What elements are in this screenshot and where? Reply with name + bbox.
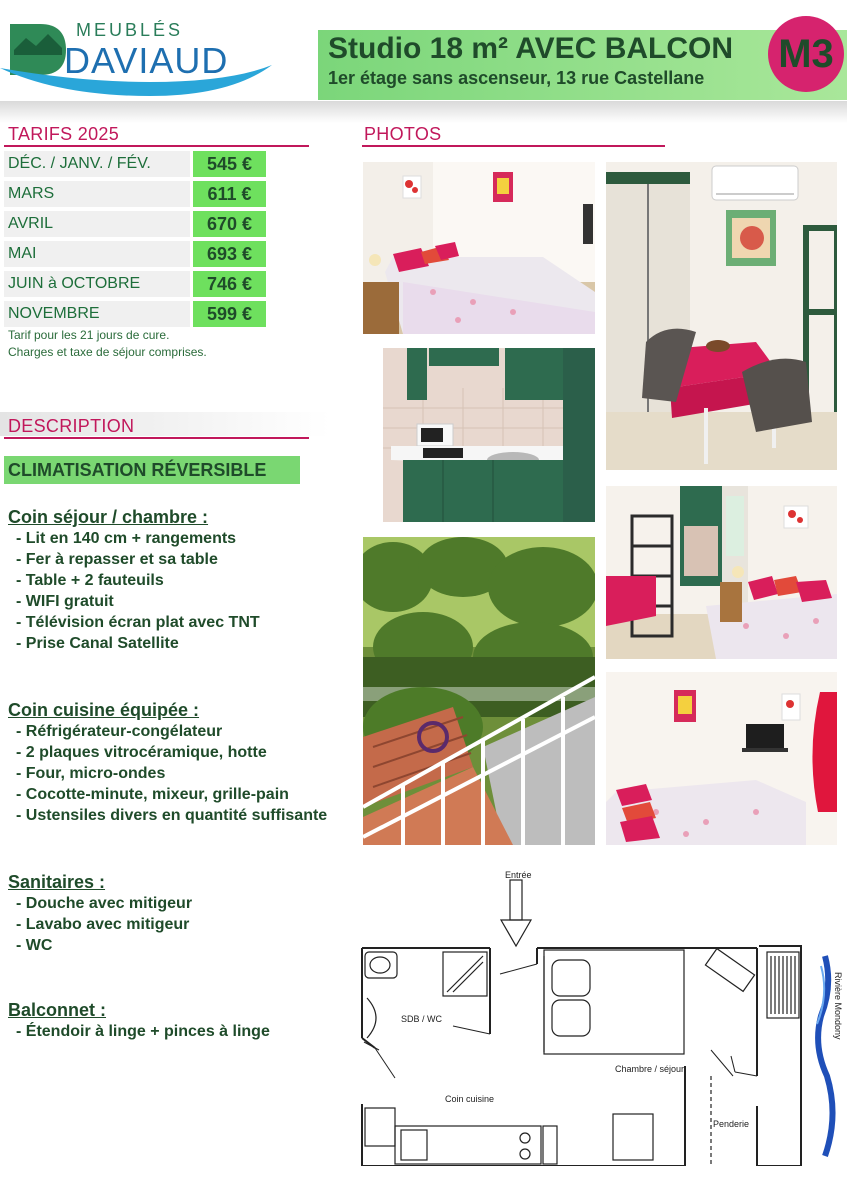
tarif-row <box>4 181 266 207</box>
tarif-period: JUIN à OCTOBRE <box>4 271 190 297</box>
tarif-price: 746 € <box>193 271 266 297</box>
group-title: Coin cuisine équipée : <box>8 700 200 720</box>
tarif-row <box>4 301 266 327</box>
tarif-row <box>4 241 266 267</box>
group-list <box>16 721 327 826</box>
plan-wardrobe-label: Penderie <box>713 1119 750 1129</box>
photo-room-wide <box>606 486 837 659</box>
tarif-price: 611 € <box>193 181 266 207</box>
plan-entry-label: Entrée <box>505 870 532 880</box>
list-item: - Étendoir à linge + pinces à linge <box>16 1023 270 1040</box>
plan-bathroom-label: SDB / WC <box>401 1014 443 1024</box>
list-item: - WC <box>16 937 53 954</box>
tarif-row <box>4 271 266 297</box>
tarif-period: MAI <box>4 241 190 267</box>
photo-kitchen <box>363 348 595 522</box>
tarifs-underline <box>4 145 309 147</box>
tarifs-heading: TARIFS 2025 <box>8 124 120 144</box>
highlight-badge: CLIMATISATION RÉVERSIBLE <box>4 456 300 484</box>
plan-river-label: Rivière Mondony <box>833 972 843 1040</box>
photos-underline <box>362 145 665 147</box>
tarif-period: MARS <box>4 181 190 207</box>
description-underline <box>4 437 309 439</box>
description-heading: DESCRIPTION <box>8 416 135 436</box>
divider-band <box>0 101 847 123</box>
plan-kitchen-label: Coin cuisine <box>445 1094 495 1104</box>
tarif-price: 693 € <box>193 241 266 267</box>
brand-logo <box>0 10 290 100</box>
group-list <box>16 893 192 956</box>
floor-plan <box>355 866 847 1166</box>
tarif-row <box>4 151 266 177</box>
group-list <box>16 528 260 654</box>
list-item: - Réfrigérateur-congélateur <box>16 723 223 740</box>
apartment-badge: M3 <box>768 16 844 92</box>
list-item: - Lavabo avec mitigeur <box>16 916 190 933</box>
group-title: Coin séjour / chambre : <box>8 507 209 527</box>
tarif-note: Charges et taxe de séjour comprises. <box>8 345 207 359</box>
group-title: Balconnet : <box>8 1000 107 1020</box>
tarif-price: 670 € <box>193 211 266 237</box>
list-item: - WIFI gratuit <box>16 593 114 610</box>
list-item: - Prise Canal Satellite <box>16 635 179 652</box>
tarif-period: DÉC. / JANV. / FÉV. <box>4 151 190 177</box>
list-item: - Cocotte-minute, mixeur, grille-pain <box>16 786 289 803</box>
tarif-price: 599 € <box>193 301 266 327</box>
list-item: - 2 plaques vitrocéramique, hotte <box>16 744 267 761</box>
group-list <box>16 1021 270 1042</box>
list-item: - Table + 2 fauteuils <box>16 572 164 589</box>
photo-bedroom <box>363 162 595 334</box>
plan-bedroom-label: Chambre / séjour <box>615 1064 685 1074</box>
photo-balcony-view <box>363 537 595 845</box>
page-title: Studio 18 m² AVEC BALCON <box>328 32 734 65</box>
photo-bed-tv <box>606 672 837 845</box>
list-item: - Télévision écran plat avec TNT <box>16 614 260 631</box>
tarif-row <box>4 211 266 237</box>
tarif-note: Tarif pour les 21 jours de cure. <box>8 328 170 342</box>
page-subtitle: 1er étage sans ascenseur, 13 rue Castellane <box>328 68 705 88</box>
list-item: - Four, micro-ondes <box>16 765 166 782</box>
logo-main-text: DAVIAUD <box>64 40 229 81</box>
tarif-period: AVRIL <box>4 211 190 237</box>
list-item: - Fer à repasser et sa table <box>16 551 218 568</box>
list-item: - Douche avec mitigeur <box>16 895 193 912</box>
tarif-period: NOVEMBRE <box>4 301 190 327</box>
tarif-price: 545 € <box>193 151 266 177</box>
photos-heading: PHOTOS <box>364 124 442 144</box>
logo-top-text: MEUBLÉS <box>76 20 184 40</box>
header-banner <box>318 30 847 100</box>
group-title: Sanitaires : <box>8 872 106 892</box>
list-item: - Ustensiles divers en quantité suffisante <box>16 807 328 824</box>
list-item: - Lit en 140 cm + rangements <box>16 530 237 547</box>
photo-living-area <box>606 162 837 470</box>
